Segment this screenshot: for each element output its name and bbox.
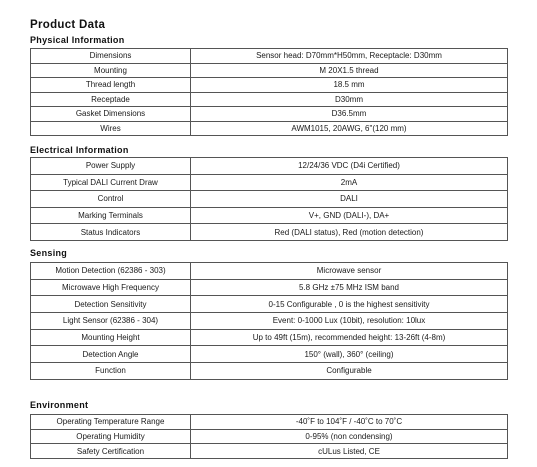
table-row [31, 263, 508, 280]
row-label: Operating Temperature Range [31, 415, 191, 430]
row-value: 18.5 mm [191, 78, 508, 93]
row-value: 0-15 Configurable , 0 is the highest sensitivity [191, 296, 508, 313]
physical-info-table [30, 48, 508, 136]
row-value: V+, GND (DALI-), DA+ [191, 207, 508, 224]
row-label: Status Indicators [31, 224, 191, 241]
row-label: Detection Sensitivity [31, 296, 191, 313]
row-value: 12/24/36 VDC (D4i Certified) [191, 158, 508, 175]
table-row [31, 207, 508, 224]
table-row [31, 429, 508, 444]
table-row [31, 92, 508, 107]
section-title-physical: Physical Information [30, 35, 125, 45]
row-value: Configurable [191, 363, 508, 380]
table-row [31, 329, 508, 346]
table-row [31, 415, 508, 430]
table-row [31, 158, 508, 175]
table-row [31, 296, 508, 313]
row-label: Gasket Dimensions [31, 107, 191, 122]
sensing-table [30, 262, 508, 380]
row-value: 2mA [191, 174, 508, 191]
table-row [31, 107, 508, 122]
table-row [31, 313, 508, 330]
environment-table [30, 414, 508, 459]
row-value: DALI [191, 191, 508, 208]
row-value: 5.8 GHz ±75 MHz ISM band [191, 279, 508, 296]
row-label: Wires [31, 121, 191, 136]
row-value: D30mm [191, 92, 508, 107]
row-value: D36.5mm [191, 107, 508, 122]
electrical-info-table [30, 157, 508, 241]
row-label: Marking Terminals [31, 207, 191, 224]
row-label: Motion Detection (62386 - 303) [31, 263, 191, 280]
row-label: Control [31, 191, 191, 208]
row-value: M 20X1.5 thread [191, 63, 508, 78]
section-title-environment: Environment [30, 400, 89, 410]
row-value: Microwave sensor [191, 263, 508, 280]
row-label: Light Sensor (62386 - 304) [31, 313, 191, 330]
table-row [31, 191, 508, 208]
row-label: Thread length [31, 78, 191, 93]
row-label: Safety Certification [31, 444, 191, 459]
table-row [31, 444, 508, 459]
table-row [31, 279, 508, 296]
table-row [31, 78, 508, 93]
table-row [31, 224, 508, 241]
row-label: Operating Humidity [31, 429, 191, 444]
row-label: Power Supply [31, 158, 191, 175]
row-label: Function [31, 363, 191, 380]
row-label: Mounting Height [31, 329, 191, 346]
table-row [31, 346, 508, 363]
table-row [31, 363, 508, 380]
row-label: Dimensions [31, 49, 191, 64]
row-label: Detection Angle [31, 346, 191, 363]
page-title: Product Data [30, 19, 106, 31]
section-title-sensing: Sensing [30, 248, 68, 258]
row-value: Sensor head: D70mm*H50mm, Receptacle: D30mm [191, 49, 508, 64]
table-row [31, 121, 508, 136]
row-label: Typical DALI Current Draw [31, 174, 191, 191]
row-value: Up to 49ft (15m), recommended height: 13-26ft (4-8m) [191, 329, 508, 346]
row-value: -40˚F to 104˚F / -40˚C to 70˚C [191, 415, 508, 430]
row-label: Mounting [31, 63, 191, 78]
row-value: Event: 0-1000 Lux (10bit), resolution: 10lux [191, 313, 508, 330]
section-title-electrical: Electrical Information [30, 145, 129, 155]
row-label: Microwave High Frequency [31, 279, 191, 296]
table-row [31, 63, 508, 78]
row-value: cULus Listed, CE [191, 444, 508, 459]
row-label: Receptade [31, 92, 191, 107]
row-value: 150° (wall), 360° (ceiling) [191, 346, 508, 363]
table-row [31, 174, 508, 191]
row-value: 0-95% (non condensing) [191, 429, 508, 444]
table-row [31, 49, 508, 64]
row-value: Red (DALI status), Red (motion detection) [191, 224, 508, 241]
row-value: AWM1015, 20AWG, 6"(120 mm) [191, 121, 508, 136]
